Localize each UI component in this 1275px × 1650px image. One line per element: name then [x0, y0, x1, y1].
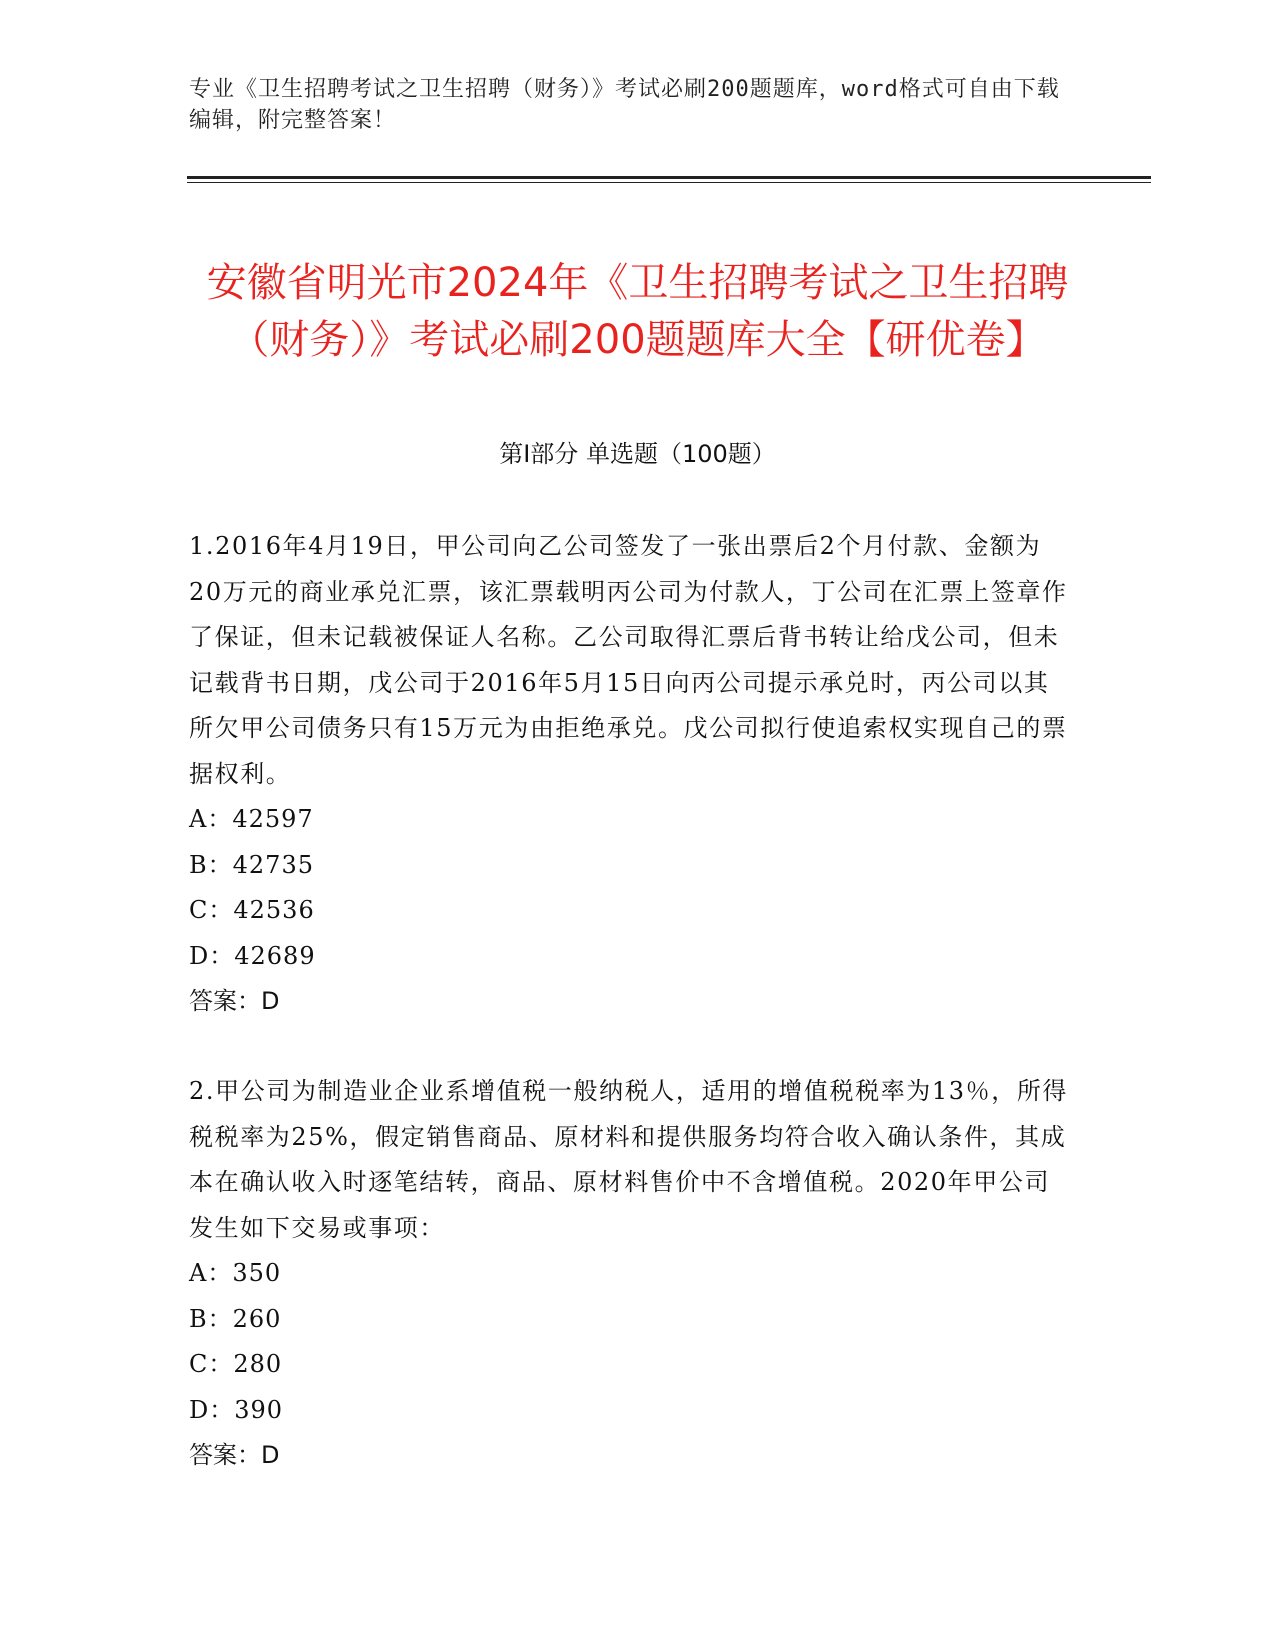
question-text: 1.2016年4月19日，甲公司向乙公司签发了一张出票后2个月付款、金额为20万元的商业承兑汇票，该汇票载明丙公司为付款人，丁公司在汇票上签章作了保证，但未记载被保证人名称。乙公司取得汇票后背书转让给戊公司，但未记载背书日期，戊公司于2016年5月15日向丙公司提示承兑时，丙公司以其所欠甲公司债务只有15万元为由拒绝承兑。戊公司拟行使追索权实现自己的票据权利。	[189, 532, 1068, 788]
option-b: B：42735	[189, 850, 314, 879]
option-d: D：390	[189, 1395, 284, 1424]
section-title: 第Ⅰ部分 单选题（100题）	[499, 440, 776, 468]
option-b: B：260	[189, 1304, 282, 1333]
header-divider-thin	[187, 182, 1151, 183]
answer: 答案：D	[189, 1441, 280, 1469]
option-c: C：280	[189, 1350, 283, 1378]
header-divider-thick	[187, 176, 1151, 179]
option-d: D：42689	[189, 941, 316, 970]
option-a: A：350	[189, 1259, 282, 1287]
question-1	[189, 524, 1074, 1025]
header-note: 专业《卫生招聘考试之卫生招聘（财务）》考试必刷200题题库，word格式可自由下载编辑，附完整答案！	[189, 77, 1060, 133]
question-2	[189, 1069, 1074, 1479]
question-text: 2.甲公司为制造业企业系增值税一般纳税人，适用的增值税税率为13％，所得税税率为25%，假定销售商品、原材料和提供服务均符合收入确认条件，其成本在确认收入时逐笔结转，商品、原材料售价中不含增值税。2020年甲公司发生如下交易或事项：	[189, 1077, 1069, 1242]
option-c: C：42536	[189, 896, 315, 924]
answer: 答案：D	[189, 987, 280, 1015]
document-title: 安徽省明光市2024年《卫生招聘考试之卫生招聘（财务）》考试必刷200题题库大全【研优卷】	[206, 259, 1069, 363]
option-a: A：42597	[189, 805, 314, 833]
